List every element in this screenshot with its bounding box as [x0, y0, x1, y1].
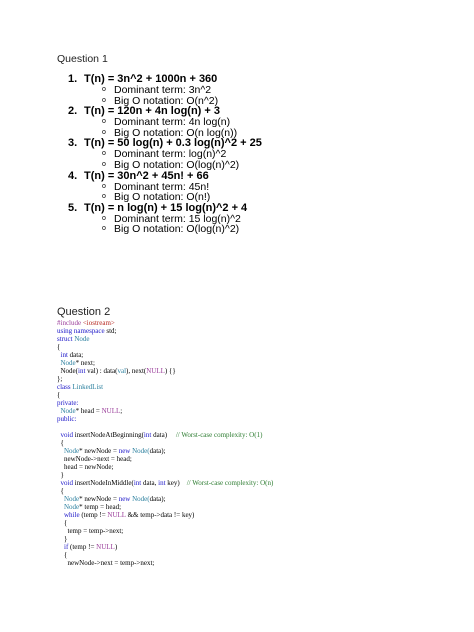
bullet-icon: o — [102, 182, 106, 190]
code-token: }; — [57, 375, 63, 383]
code-token: data, — [141, 479, 159, 487]
code-token: temp = temp->next; — [67, 527, 124, 535]
code-line — [57, 319, 273, 327]
code-line — [57, 447, 273, 455]
list-item — [68, 171, 262, 203]
code-line — [57, 383, 273, 391]
code-token: Node( — [60, 367, 78, 375]
code-token: (temp != — [68, 543, 97, 551]
big-o: Big O notation: O(log(n)^2) — [114, 223, 240, 236]
question-1-list — [68, 74, 262, 235]
code-token: ); — [161, 495, 166, 503]
code-line — [57, 423, 273, 431]
code-line — [57, 543, 273, 551]
dominant-term: Dominant term: 15 log(n)^2 — [114, 212, 241, 225]
item-number: 1. — [68, 73, 78, 85]
bullet-icon: o — [102, 96, 106, 104]
code-token: * temp = head; — [79, 503, 122, 511]
code-token: * newNode = — [79, 495, 119, 503]
item-number: 3. — [68, 137, 78, 150]
code-token: #include — [57, 319, 82, 327]
code-token: NULL — [101, 407, 121, 415]
code-token: new — [118, 495, 131, 503]
code-token: } — [60, 471, 64, 479]
code-line — [57, 471, 273, 479]
code-token: newNode->next = head; — [64, 455, 132, 463]
code-token: // Worst-case complexity: O(n) — [186, 479, 274, 487]
item-number: 4. — [68, 169, 78, 182]
code-token: { — [64, 519, 68, 527]
code-token: head = newNode; — [64, 463, 114, 471]
code-line — [57, 463, 273, 471]
item-equation: T(n) = 3n^2 + 1000n + 360 — [84, 73, 218, 85]
question-1-heading: Question 1 — [57, 53, 108, 65]
bullet-icon: o — [102, 118, 106, 126]
code-token: Node( — [130, 447, 150, 455]
big-o: Big O notation: O(n!) — [114, 191, 211, 204]
dominant-term: Dominant term: 3n^2 — [114, 84, 212, 96]
code-token: val) : data( — [85, 367, 118, 375]
code-token: { — [64, 551, 68, 559]
code-line — [57, 479, 273, 487]
code-line — [57, 327, 273, 335]
item-equation: T(n) = 30n^2 + 45n! + 66 — [84, 169, 209, 182]
code-token: NULL — [96, 543, 115, 551]
code-token: Node( — [130, 495, 150, 503]
code-token: data; — [67, 351, 84, 359]
code-token: <iostream> — [82, 319, 115, 327]
code-line — [57, 559, 273, 567]
item-equation: T(n) = 120n + 4n log(n) + 3 — [84, 105, 220, 118]
code-line — [57, 351, 273, 359]
code-token: ) — [192, 511, 195, 519]
code-line — [57, 527, 273, 535]
code-token: std; — [104, 327, 117, 335]
code-token: key) — [165, 479, 180, 487]
code-token: insertNodeInMiddle( — [72, 479, 134, 487]
bullet-icon: o — [102, 193, 106, 201]
code-token: int — [133, 479, 142, 487]
list-item — [68, 74, 262, 106]
code-line — [57, 343, 273, 351]
dominant-term: Dominant term: 4n log(n) — [114, 116, 231, 129]
code-token: LinkedList — [70, 383, 104, 391]
item-number: 5. — [68, 201, 78, 214]
code-token: while — [64, 511, 80, 519]
code-line — [57, 487, 273, 495]
code-token: if — [64, 543, 69, 551]
code-token: data — [149, 495, 162, 503]
bullet-icon: o — [102, 128, 106, 136]
code-token: int — [143, 431, 152, 439]
code-line — [57, 503, 273, 511]
bullet-icon: o — [102, 214, 106, 222]
code-token: ); — [161, 447, 166, 455]
code-token: class — [57, 383, 71, 391]
item-number: 2. — [68, 105, 78, 118]
code-token: * next; — [75, 359, 95, 367]
code-token: (temp != — [79, 511, 108, 519]
code-token: NULL — [107, 511, 126, 519]
code-line — [57, 367, 273, 375]
code-token: Node — [64, 503, 80, 511]
code-token: val — [117, 367, 127, 375]
big-o: Big O notation: O(log(n)^2) — [114, 158, 240, 171]
code-token: ) {} — [164, 367, 176, 375]
code-token: * head = — [75, 407, 102, 415]
code-token: ) — [114, 543, 118, 551]
code-token: NULL — [146, 367, 165, 375]
code-token: Node — [60, 359, 76, 367]
item-equation: T(n) = n log(n) + 15 log(n)^2 + 4 — [84, 201, 248, 214]
code-token: ), next( — [126, 367, 147, 375]
code-token: private: — [57, 399, 79, 407]
code-line — [57, 439, 273, 447]
code-token: Node — [60, 407, 76, 415]
code-token: new — [118, 447, 131, 455]
code-token: void — [60, 479, 73, 487]
code-token: { — [60, 439, 64, 447]
big-o: Big O notation: O(n^2) — [114, 94, 219, 107]
code-line — [57, 399, 273, 407]
code-token: void — [60, 431, 73, 439]
code-token: && temp->data != — [125, 511, 182, 519]
bullet-icon: o — [102, 86, 106, 93]
code-token: struct — [57, 335, 73, 343]
code-line — [57, 519, 273, 527]
code-token: newNode->next = temp->next; — [67, 559, 155, 567]
code-token: { — [60, 487, 64, 495]
code-token: int — [78, 367, 86, 375]
code-token: data) — [151, 431, 168, 439]
code-block — [57, 319, 273, 567]
code-line — [57, 495, 273, 503]
code-token: } — [64, 535, 68, 543]
bullet-icon: o — [102, 225, 106, 233]
code-line — [57, 431, 273, 439]
code-token: Node — [64, 495, 80, 503]
list-item — [68, 138, 262, 170]
code-line — [57, 511, 273, 519]
code-token: ; — [120, 407, 123, 415]
question-2-heading: Question 2 — [57, 306, 111, 318]
code-token: insertNodeAtBeginning( — [72, 431, 144, 439]
code-token: int — [158, 479, 166, 487]
code-token: Node — [64, 447, 80, 455]
item-equation: T(n) = 50 log(n) + 0.3 log(n)^2 + 25 — [84, 137, 262, 150]
code-token: * newNode = — [79, 447, 119, 455]
list-item — [68, 203, 262, 235]
code-token: using namespace — [57, 327, 105, 335]
list-item — [68, 106, 262, 138]
bullet-icon: o — [102, 150, 106, 158]
code-token: Node — [72, 335, 90, 343]
code-token: { — [57, 343, 61, 351]
code-token: int — [60, 351, 68, 359]
code-line — [57, 415, 273, 423]
code-token: // Worst-case complexity: O(1) — [175, 431, 263, 439]
code-line — [57, 335, 273, 343]
code-token: key — [181, 511, 193, 519]
dominant-term: Dominant term: log(n)^2 — [114, 148, 227, 161]
big-o: Big O notation: O(n log(n)) — [114, 126, 238, 139]
code-token: public: — [57, 415, 77, 423]
dominant-term: Dominant term: 45n! — [114, 180, 210, 193]
code-line — [57, 359, 273, 367]
code-line — [57, 375, 273, 383]
code-line — [57, 407, 273, 415]
code-line — [57, 391, 273, 399]
bullet-icon: o — [102, 160, 106, 168]
code-token: data — [149, 447, 162, 455]
code-line — [57, 455, 273, 463]
code-line — [57, 551, 273, 559]
code-token: { — [57, 391, 61, 399]
code-line — [57, 535, 273, 543]
